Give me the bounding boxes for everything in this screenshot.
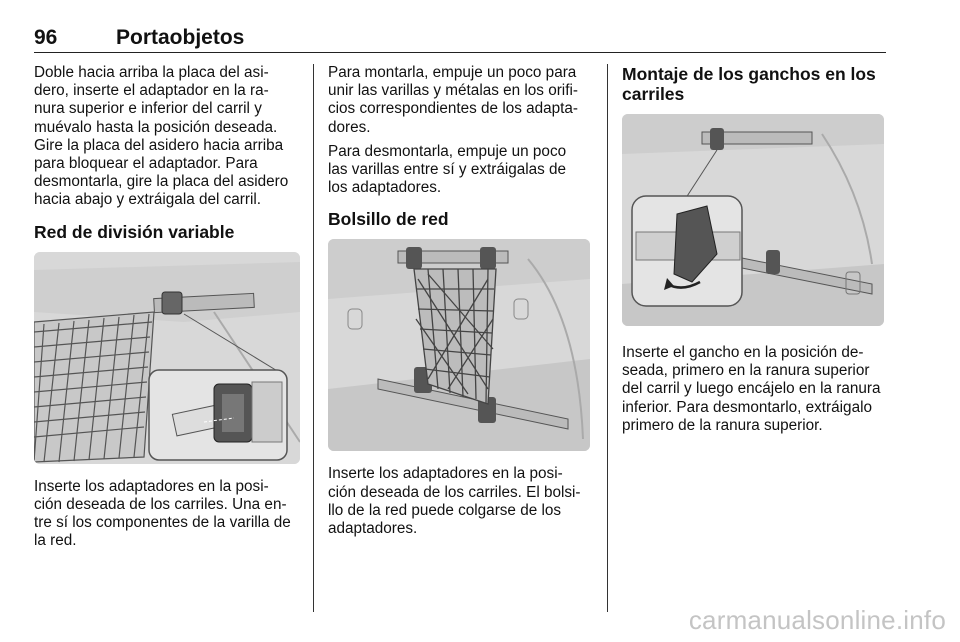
figure-net-pocket	[328, 239, 590, 451]
figure-hooks	[622, 114, 884, 326]
caption-red-division: Inserte los adaptadores en la posi- ción deseada de los carriles. Una en- tre sí los componentes de la varilla de la red.	[34, 477, 291, 550]
section-title: Portaobjetos	[116, 26, 245, 49]
column-2	[328, 64, 593, 544]
column-3	[622, 64, 888, 441]
watermark: carmanualsonline.info	[688, 605, 946, 635]
heading-bolsillo-red: Bolsillo de red	[328, 209, 449, 230]
column-divider	[607, 64, 608, 612]
page-header	[34, 26, 886, 53]
dismount-paragraph: Para desmontarla, empuje un poco las varillas entre sí y extráigalas de los adaptadores.	[328, 142, 567, 197]
intro-paragraph: Doble hacia arriba la placa del asi- dero, inserte el adaptador en la ra- nura superior e inferior del carril y muévalo hasta la posición deseada. Gire la placa del asidero hacia arriba para bloquear el adaptador. Para desmontarla, gire la placa del asidero hacia abajo y extráigala del carril.	[34, 64, 289, 209]
figure-divider-net	[34, 252, 300, 464]
column-divider	[313, 64, 314, 612]
caption-bolsillo-red: Inserte los adaptadores en la posi- ción deseada de los carriles. El bolsi- llo de la red puede colgarse de los adaptadores.	[328, 465, 581, 538]
column-1	[34, 64, 300, 556]
mount-paragraph: Para montarla, empuje un poco para unir las varillas y métalas en los orifi- cios correspondientes de los adapta- dores.	[328, 64, 579, 136]
heading-ganchos: Montaje de los ganchos en los carriles	[622, 64, 876, 104]
page-number: 96	[34, 26, 58, 49]
caption-ganchos: Inserte el gancho en la posición de- seada, primero en la ranura superior del carril y luego encájelo en la ranura inferior. Para desmontarlo, extráigalo primero de la ranura superior.	[622, 344, 881, 434]
heading-red-division: Red de división variable	[34, 221, 235, 242]
